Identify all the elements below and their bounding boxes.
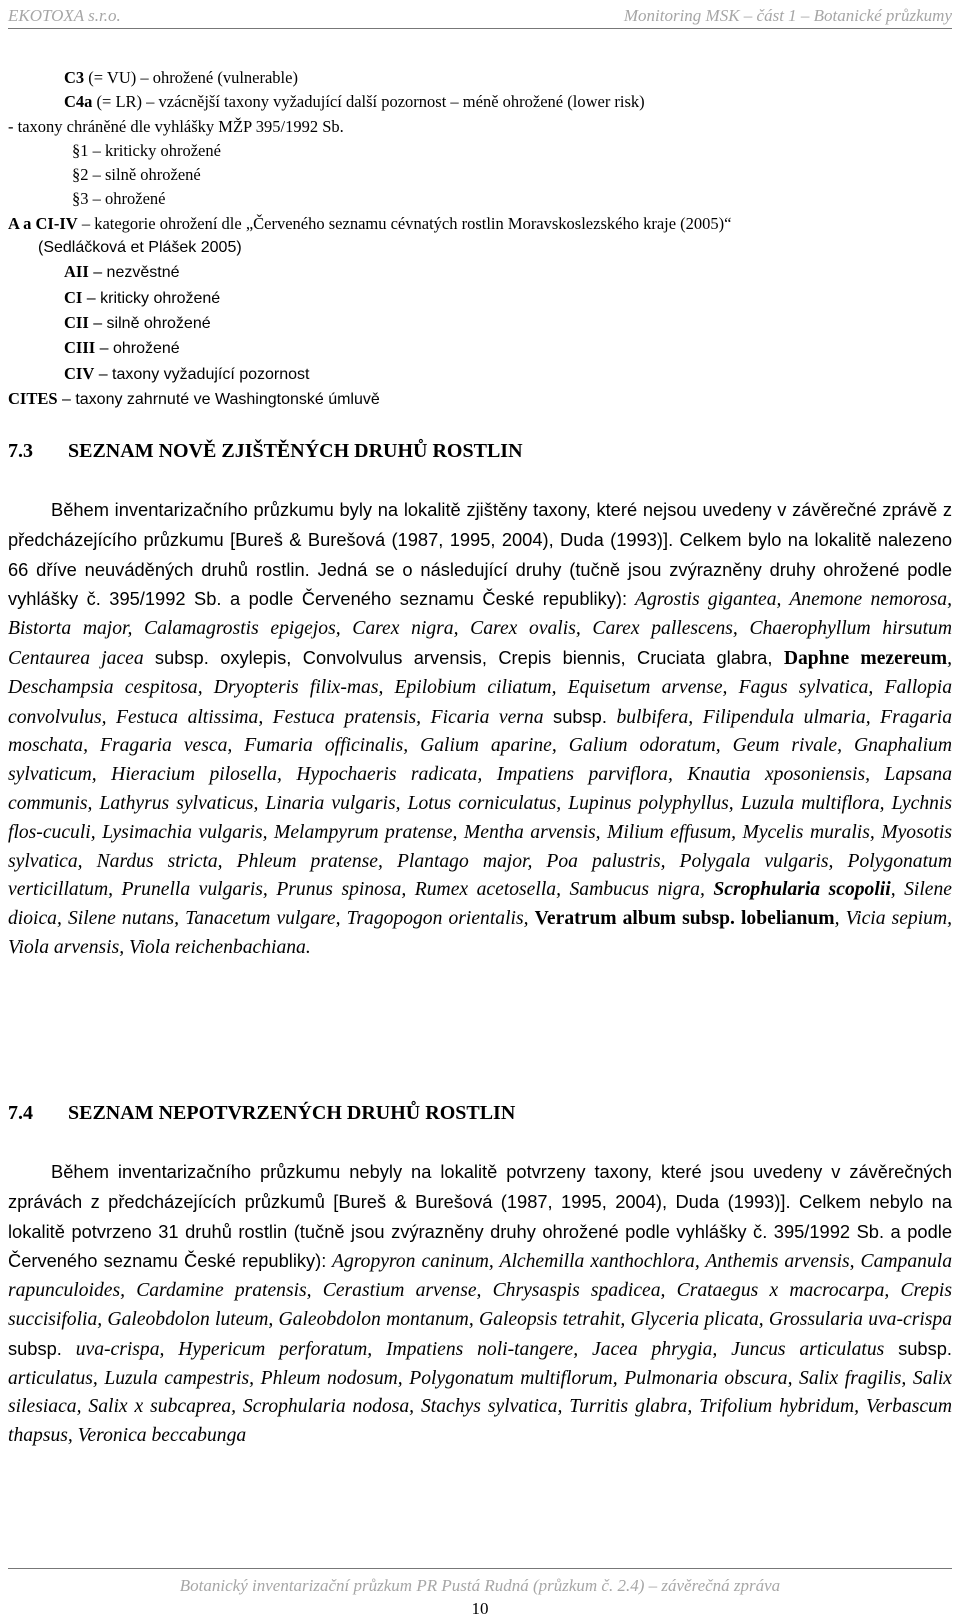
category-legend	[8, 66, 952, 412]
legend-cii: CII – silně ohrožené	[64, 312, 211, 332]
footer-report-title: Botanický inventarizační průzkum PR Pustá Rudná (průzkum č. 2.4) – závěrečná zpráva	[179, 1576, 781, 1595]
section-title: SEZNAM NEPOTVRZENÝCH DRUHŮ ROSTLIN	[68, 1102, 516, 1124]
paragraph-unconfirmed-species	[8, 1158, 952, 1451]
page-footer	[8, 1568, 952, 1623]
paragraph-intro: Během inventarizačního průzkumu nebyly na lokalitě potvrzeny taxony, které jsou uvedeny v závěrečných zprávách z předcházejících průzkumů [Bureš & Burešová (1987, 1995, 2004), Duda (1993)]. Celkem nebylo na lokalitě potvrzeno 31 druhů rostlin (tučně jsou zvýrazněny druhy ohrožené podle vyhlášky č. 395/1992 Sb. a podle Červeného seznamu České republiky):	[8, 1161, 952, 1272]
page-header	[8, 0, 952, 32]
endangered-species: Veratrum album subsp. lobelianum	[534, 908, 835, 930]
endangered-species: Daphne mezereum	[783, 647, 948, 669]
legend-civ: CIV – taxony vyžadující pozornost	[64, 363, 310, 383]
paragraph-new-species	[8, 496, 952, 963]
header-rule	[8, 28, 952, 29]
paragraph-intro: Během inventarizačního průzkumu byly na lokalitě zjištěny taxony, které nejsou uvedeny v závěrečné zprávě z předcházejícího průzkumu [Bureš & Burešová (1987, 1995, 2004), Duda (1993)]. Celkem bylo na lokalitě nalezeno 66 dříve neuváděných druhů rostlin. Jedná se o následující druhy (tučně jsou zvýrazněny druhy ohrožené podle vyhlášky č. 395/1992 Sb. a podle Červeného seznamu České republiky):	[8, 499, 952, 610]
footer-rule	[8, 1568, 952, 1569]
legend-paragraph-2: §2 – silně ohrožené	[72, 165, 201, 185]
header-company: EKOTOXA s.r.o.	[8, 6, 121, 25]
legend-c4a: C4a (= LR) – vzácnější taxony vyžadující další pozornost – méně ohrožené (lower risk)	[64, 92, 645, 112]
legend-protected: - taxony chráněné dle vyhlášky MŽP 395/1992 Sb.	[8, 116, 344, 136]
legend-ci: CI – kriticky ohrožené	[64, 287, 221, 307]
section-heading-new-species	[8, 440, 952, 463]
legend-msk: A a CI-IV – kategorie ohrožení dle „Červeného seznamu cévnatých rostlin Moravskoslezského kraje (2005)“	[8, 213, 732, 233]
legend-paragraph-3: §3 – ohrožené	[72, 189, 166, 209]
section-heading-unconfirmed-species	[8, 1102, 952, 1125]
page-number: 10	[471, 1599, 489, 1618]
legend-c3: C3 (= VU) – ohrožené (vulnerable)	[64, 68, 298, 87]
legend-aii: AII – nezvěstné	[64, 262, 180, 282]
legend-msk-source: (Sedláčková et Plášek 2005)	[38, 239, 242, 257]
section-number: 7.3	[8, 440, 33, 462]
species-list: Agrostis gigantea, Anemone nemorosa, Bistorta major, Calamagrostis epigejos, Carex nigra, Carex ovalis, Carex pallescens, Chaerophyllum hirsutum Centaurea jacea subsp. oxylepis, Convolvulus arvensis, Crepis biennis, Cruciata glabra, Daphne mezereum, Deschampsia cespitosa, Dryopteris filix-mas, Epilobium ciliatum, Equisetum arvense, Fagus sylvatica, Fallopia convolvulus, Festuca altissima, Festuca pratensis, Ficaria verna subsp. bulbifera, Filipendula ulmaria, Fragaria moschata, Fragaria vesca, Fumaria officinalis, Galium aparine, Galium odoratum, Geum rivale, Gnaphalium sylvaticum, Hieracium pilosella, Hypochaeris radicata, Impatiens parviflora, Knautia xposoniensis, Lapsana communis, Lathyrus sylvaticus, Linaria vulgaris, Lotus corniculatus, Lupinus polyphyllus, Luzula multiflora, Lychnis flos-cuculi, Lysimachia vulgaris, Melampyrum pratense, Mentha arvensis, Milium effusum, Mycelis muralis, Myosotis sylvatica, Nardus stricta, Phleum pratense, Plantago major, Poa palustris, Polygala vulgaris, Polygonatum verticillatum, Prunella vulgaris, Prunus spinosa, Rumex acetosella, Sambucus nigra, Scrophularia scopolii, Silene dioica, Silene nutans, Tanacetum vulgare, Tragopogon orientalis, Veratrum album subsp. lobelianum, Vicia sepium, Viola arvensis, Viola reichenbachiana.	[8, 589, 953, 958]
section-number: 7.4	[8, 1102, 33, 1124]
endangered-species: Scrophularia scopolii	[713, 879, 891, 901]
legend-paragraph-1: §1 – kriticky ohrožené	[72, 140, 221, 160]
legend-ciii: CIII – ohrožené	[64, 338, 180, 358]
species-list: Agropyron caninum, Alchemilla xanthochlora, Anthemis arvensis, Campanula rapunculoides, Cardamine pratensis, Cerastium arvense, Chrysaspis spadicea, Crataegus x macrocarpa, Crepis succisifolia, Galeobdolon luteum, Galeobdolon montanum, Galeopsis tetrahit, Glyceria plicata, Grossularia uva-crispa subsp. uva-crispa, Hypericum perforatum, Impatiens noli-tangere, Jacea phrygia, Juncus articulatus subsp. articulatus, Luzula campestris, Phleum nodosum, Polygonatum multiflorum, Pulmonaria obscura, Salix fragilis, Salix silesiaca, Salix x subcaprea, Scrophularia nodosa, Stachys sylvatica, Turritis glabra, Trifolium hybridum, Verbascum thapsus, Veronica beccabunga	[8, 1251, 952, 1447]
legend-cites: CITES – taxony zahrnuté ve Washingtonské úmluvě	[8, 388, 380, 408]
header-report-title: Monitoring MSK – část 1 – Botanické průzkumy	[623, 6, 952, 25]
section-title: SEZNAM NOVĚ ZJIŠTĚNÝCH DRUHŮ ROSTLIN	[68, 440, 523, 462]
